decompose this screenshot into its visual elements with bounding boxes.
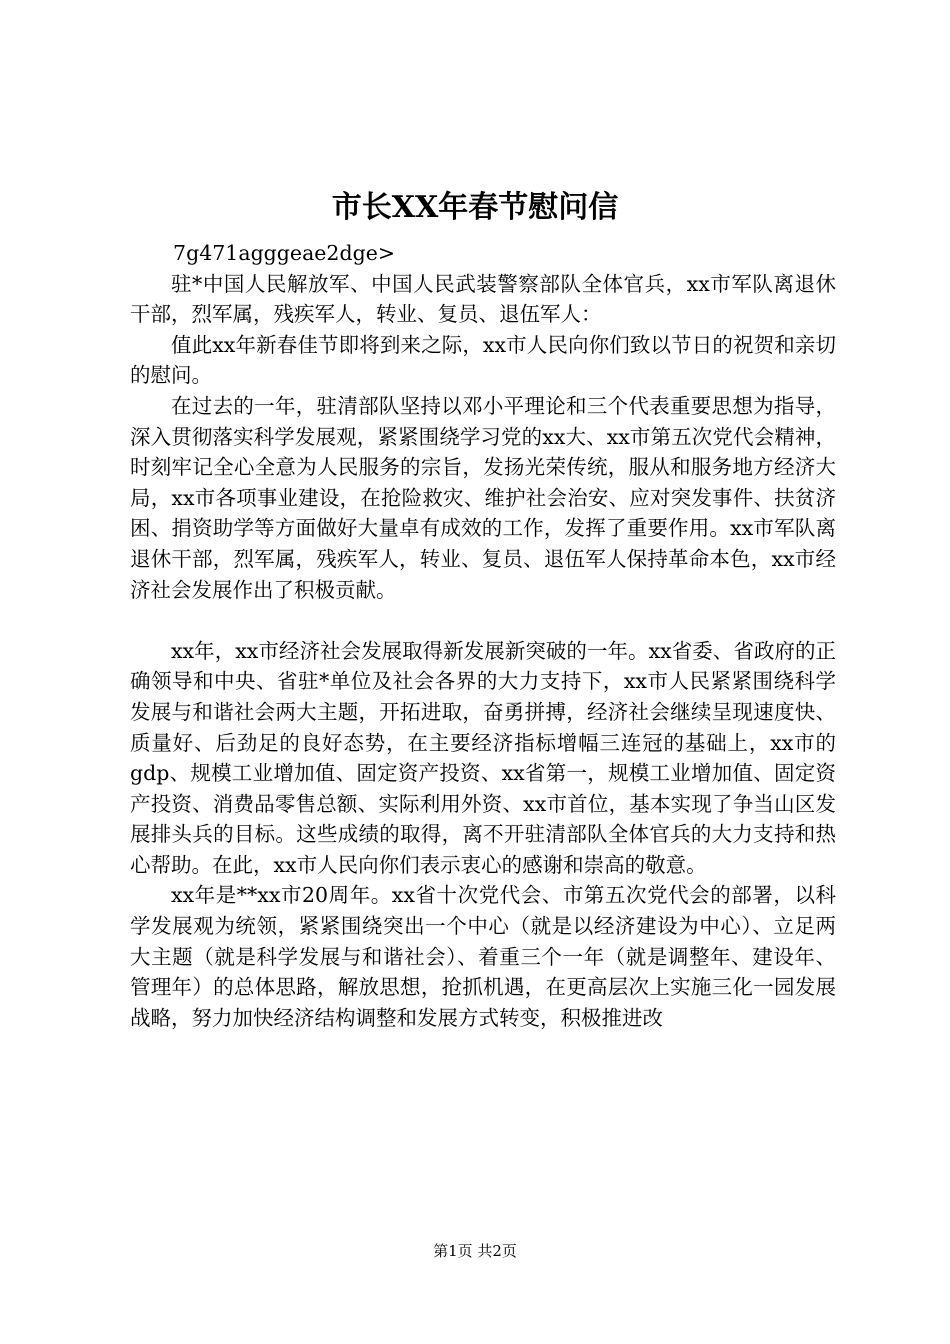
- document-title: 市长XX年春节慰问信: [331, 190, 619, 225]
- reference-code: 7g471agggeae2dge>: [173, 241, 396, 265]
- paragraph-spacer: [130, 605, 836, 636]
- page-number: 第1页 共2页: [433, 1242, 517, 1260]
- paragraph-past-year: 在过去的一年，驻清部队坚持以邓小平理论和三个代表重要思想为指导，深入贯彻落实科学发展观，紧紧围绕学习党的xx大、xx市第五次党代会精神，时刻牢记全心全意为人民服务的宗旨，发扬光荣传统，服从和服务地方经济大局，xx市各项事业建设，在抢险救灾、维护社会治安、应对突发事件、扶贫济困、捐资助学等方面做好大量卓有成效的工作，发挥了重要作用。xx市军队离退休干部，烈军属，残疾军人，转业、复员、退伍军人保持革命本色，xx市经济社会发展作出了积极贡献。: [130, 393, 836, 602]
- paragraph-achievements: xx年，xx市经济社会发展取得新发展新突破的一年。xx省委、省政府的正确领导和中央、省驻*单位及社会各界的大力支持下，xx市人民紧紧围绕科学发展与和谐社会两大主题，开拓进取，奋勇拼搏，经济社会继续呈现速度快、质量好、后劲足的良好态势，在主要经济指标增幅三连冠的基础上，xx市的gdp、规模工业增加值、固定资产投资、xx省第一，规模工业增加值、固定资产投资、消费品零售总额、实际利用外资、xx市首位，基本实现了争当山区发展排头兵的目标。这些成绩的取得，离不开驻清部队全体官兵的大力支持和热心帮助。在此，xx市人民向你们表示衷心的感谢和崇高的敬意。: [130, 638, 836, 877]
- paragraph-greeting: 值此xx年新春佳节即将到来之际，xx市人民向你们致以节日的祝贺和亲切的慰问。: [130, 332, 836, 388]
- salutation: 驻*中国人民解放军、中国人民武装警察部队全体官兵，xx市军队离退休干部，烈军属，残疾军人，转业、复员、退伍军人：: [130, 271, 836, 327]
- paragraph-anniversary: xx年是**xx市20周年。xx省十次党代会、市第五次党代会的部署，以科学发展观为统领，紧紧围绕突出一个中心（就是以经济建设为中心）、立足两大主题（就是科学发展与和谐社会）、着重三个一年（就是调整年、建设年、管理年）的总体思路，解放思想，抢抓机遇，在更高层次上实施三化一园发展战略，努力加快经济结构调整和发展方式转变，积极推进改: [130, 883, 836, 1030]
- document-body: [130, 238, 836, 1033]
